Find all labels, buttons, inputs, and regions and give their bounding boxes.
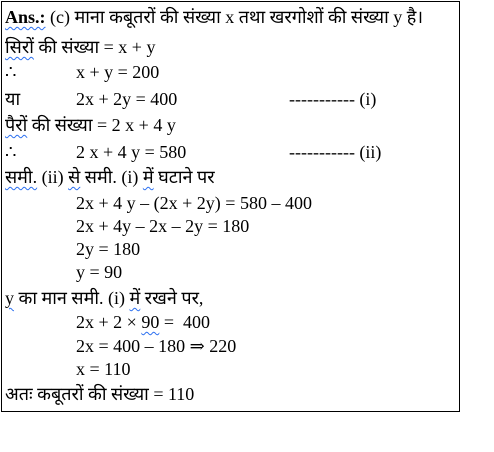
sub-value: 90	[141, 312, 160, 332]
equation-i: 2x + 2y = 400	[76, 89, 178, 109]
heads-word: सिरों	[5, 37, 34, 57]
step-substitute	[76, 311, 210, 333]
sub-rhs: = 400	[159, 312, 210, 332]
legs-count-line	[5, 114, 176, 136]
in-word: में	[142, 167, 154, 187]
final-answer: अतः कबूतरों की संख्या = 110	[5, 384, 195, 404]
step-2y: 2y = 180	[76, 239, 141, 259]
heads-count-line	[5, 36, 155, 58]
intro-text: (c) माना कबूतरों की संख्या x तथा खरगोशों की संख्या y है।	[45, 7, 424, 27]
eq-ref-ii: (ii)	[37, 167, 69, 187]
eq-ref-i: समी. (i)	[80, 167, 143, 187]
equation-1: x + y = 200	[76, 62, 160, 82]
y-var: y	[5, 288, 14, 308]
therefore-symbol-2: ∴	[5, 142, 17, 162]
sub-lhs: 2x + 2 ×	[76, 312, 142, 332]
step-y: y = 90	[76, 262, 123, 282]
step-2x: 2x = 400 – 180 ⇒ 220	[76, 336, 237, 356]
step-expand: 2x + 4y – 2x – 2y = 180	[76, 216, 250, 236]
equation-i-tag: ----------- (i)	[289, 89, 377, 109]
legs-word: पैरों	[5, 115, 28, 135]
in-word-2: में	[129, 288, 141, 308]
subtract-instruction	[5, 166, 215, 188]
therefore-symbol: ∴	[5, 62, 17, 82]
step-x: x = 110	[76, 359, 131, 379]
answer-intro	[5, 6, 423, 28]
subtract-word: घटाने पर	[153, 167, 215, 187]
eq-word: समी.	[5, 167, 38, 187]
equation-ii: 2 x + 4 y = 580	[76, 142, 187, 162]
legs-expr: की संख्या = 2 x + 4 y	[27, 115, 176, 135]
heads-expr: की संख्या = x + y	[33, 37, 156, 57]
or-word: या	[5, 89, 21, 109]
equation-ii-tag: ----------- (ii)	[289, 142, 382, 162]
substitute-instruction	[5, 287, 203, 309]
putting-word: रखने पर,	[140, 288, 204, 308]
from-word: से	[68, 167, 81, 187]
step-subtract: 2x + 4 y – (2x + 2y) = 580 – 400	[76, 193, 312, 213]
ans-label: Ans.:	[5, 7, 46, 27]
substitute-text: का मान समी. (i)	[14, 288, 130, 308]
